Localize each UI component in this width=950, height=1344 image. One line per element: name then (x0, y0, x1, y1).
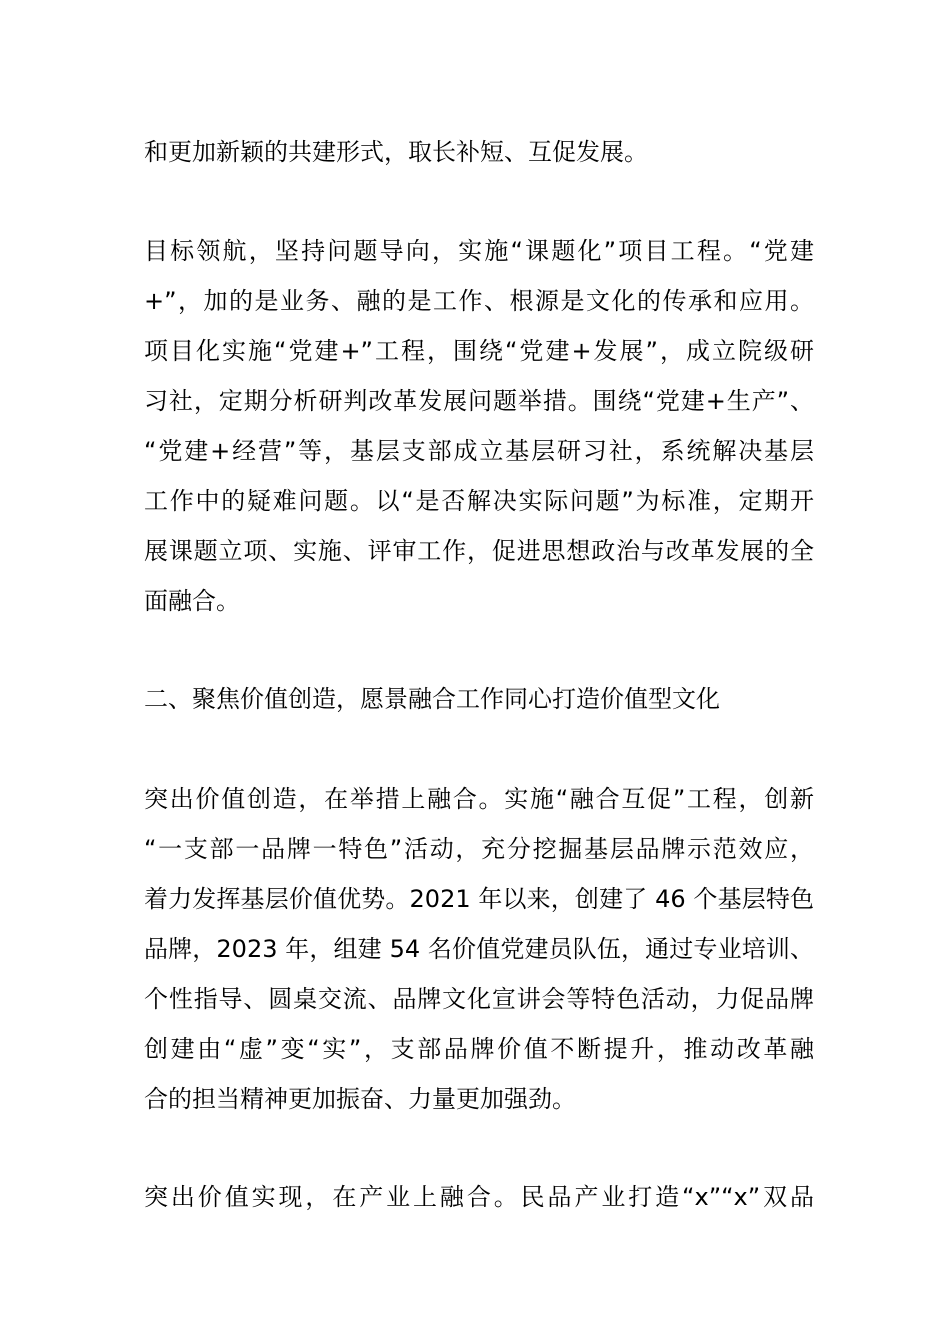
paragraph-3-line-7: 合的担当精神更加振奋、力量更加强劲。 (144, 1085, 576, 1113)
paragraph-2-line-5: “党建+经营”等，基层支部成立基层研习社，系统解决基层 (144, 437, 814, 465)
paragraph-1-line-1: 和更加新颖的共建形式，取长补短、互促发展。 (144, 138, 648, 166)
paragraph-2-line-1: 目标领航，坚持问题导向，实施“课题化”项目工程。“党建 (144, 237, 814, 265)
section-heading: 二、聚焦价值创造，愿景融合工作同心打造价值型文化 (144, 685, 720, 713)
paragraph-2-line-2: +”，加的是业务、融的是工作、根源是文化的传承和应用。 (144, 287, 814, 315)
paragraph-4-line-1: 突出价值实现，在产业上融合。民品产业打造“x”“x”双品 (144, 1183, 814, 1211)
paragraph-2-line-3: 项目化实施“党建+”工程，围绕“党建+发展”，成立院级研 (144, 337, 814, 365)
paragraph-3-line-3: 着力发挥基层价值优势。2021 年以来，创建了 46 个基层特色 (144, 885, 814, 913)
paragraph-2-line-6: 工作中的疑难问题。以“是否解决实际问题”为标准，定期开 (144, 487, 814, 515)
paragraph-3-line-6: 创建由“虚”变“实”，支部品牌价值不断提升，推动改革融 (144, 1035, 814, 1063)
paragraph-2-line-7: 展课题立项、实施、评审工作，促进思想政治与改革发展的全 (144, 537, 814, 565)
paragraph-2-line-8: 面融合。 (144, 587, 240, 615)
paragraph-2-line-4: 习社，定期分析研判改革发展问题举措。围绕“党建+生产”、 (144, 387, 814, 415)
paragraph-3-line-5: 个性指导、圆桌交流、品牌文化宣讲会等特色活动，力促品牌 (144, 985, 814, 1013)
paragraph-3-line-4: 品牌，2023 年，组建 54 名价值党建员队伍，通过专业培训、 (144, 935, 814, 963)
paragraph-3-line-1: 突出价值创造，在举措上融合。实施“融合互促”工程，创新 (144, 785, 814, 813)
paragraph-3-line-2: “一支部一品牌一特色”活动，充分挖掘基层品牌示范效应， (144, 835, 814, 863)
